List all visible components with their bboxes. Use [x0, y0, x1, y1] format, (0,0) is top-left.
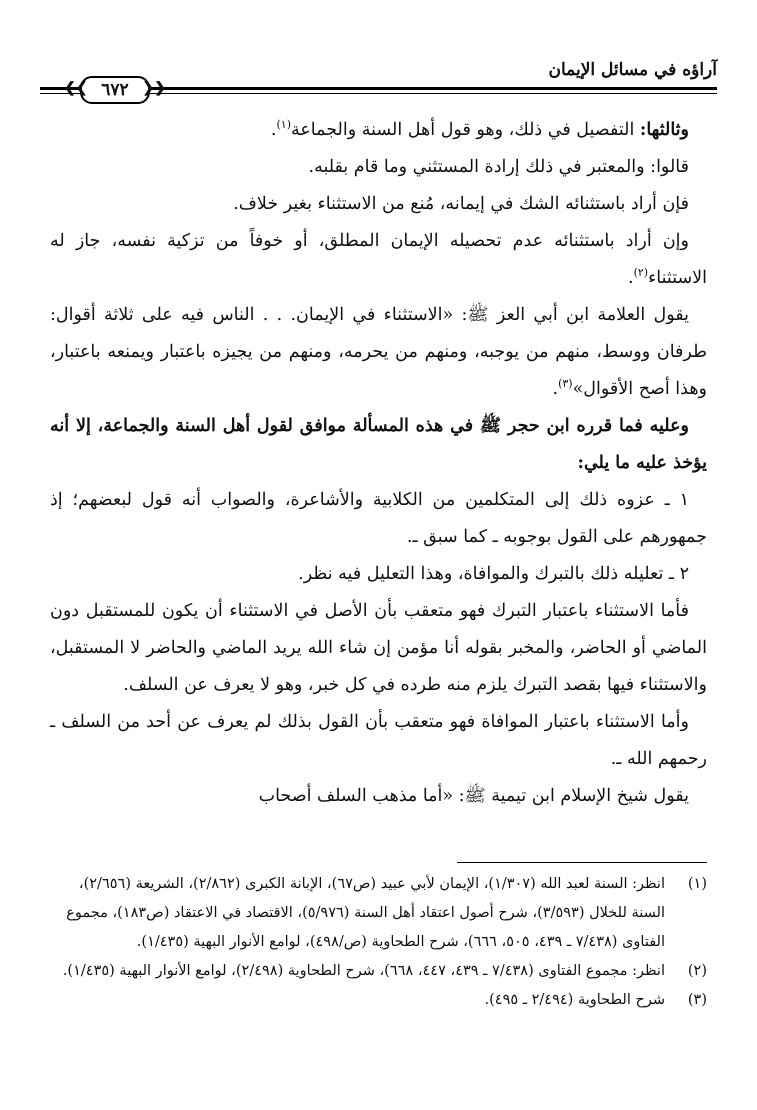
paragraph-5 [50, 297, 707, 408]
paragraph-10: وأما الاستثناء باعتبار الموافاة فهو متعقب بأن القول بذلك لم يعرف عن أحد من السلف ـ رحمهم الله ـ. [50, 712, 707, 769]
footnote-ref-3: (٣) [558, 377, 573, 391]
footnote-ref-1: (١) [276, 118, 291, 132]
footnote-2 [50, 957, 707, 986]
footnote-number: (٢) [687, 963, 707, 979]
third-view-label: وثالثها: [639, 120, 689, 140]
paragraph-11: يقول شيخ الإسلام ابن تيمية ﷺ: «أما مذهب السلف أصحاب [258, 786, 689, 806]
paragraph-1-end: . [270, 120, 277, 140]
page-number: ٦٧٢ [101, 80, 129, 100]
paragraph-2: قالوا: والمعتبر في ذلك إرادة المستثني وما قام بقلبه. [308, 157, 689, 177]
footnote-text: انظر: مجموع الفتاوى (٧/٤٣٨ ـ ٤٣٩، ٤٤٧، ٦٦٨)، شرح الطحاوية (٢/٤٩٨)، لوامع الأنوار البهية (١/٤٣٥). [62, 963, 665, 979]
paragraph-7: ١ ـ عزوه ذلك إلى المتكلمين من الكلابية والأشاعرة، والصواب أنه قول لبعضهم؛ إذ جمهورهم على القول بوجوبه ـ كما سبق ـ. [50, 490, 707, 547]
footnote-text: شرح الطحاوية (٢/٤٩٤ ـ ٤٩٥). [484, 992, 665, 1008]
main-text [50, 112, 707, 815]
footnote-number: (٣) [687, 992, 707, 1008]
paragraph-1-text: التفصيل في ذلك، وهو قول أهل السنة والجماعة [290, 120, 640, 140]
footnote-separator [457, 862, 707, 863]
footnote-1 [50, 870, 707, 957]
footnote-ref-2: (٢) [633, 266, 649, 280]
paragraph-3: فإن أراد باستثنائه الشك في إيمانه، مُنع من الاستثناء بغير خلاف. [233, 194, 689, 214]
ornament-left-icon: ❯❯ [64, 80, 88, 96]
ornament-right-icon: ❮❮ [142, 80, 166, 96]
paragraph-1 [50, 112, 707, 149]
running-header-title: آراؤه في مسائل الإيمان [548, 60, 717, 80]
paragraph-5-text: يقول العلامة ابن أبي العز ﷺ: «الاستثناء في الإيمان. . . الناس فيه على ثلاثة أقوال: طرفان ووسط، منهم من يوجبه، ومنهم من يحرمه، ومنهم من يجيزه باعتبار ويمنعه باعتبار، وهذا أصح الأقوال» [50, 305, 707, 399]
paragraph-4-text: وإن أراد باستثنائه عدم تحصيله الإيمان المطلق، أو خوفاً من تزكية نفسه، جاز له الاستثناء [50, 231, 707, 288]
footnote-number: (١) [687, 876, 707, 892]
page-number-badge [64, 76, 166, 104]
paragraph-5-end: . [552, 379, 559, 399]
paragraph-8: ٢ ـ تعليله ذلك بالتبرك والموافاة، وهذا التعليل فيه نظر. [298, 564, 689, 584]
footnote-text: انظر: السنة لعبد الله (١/٣٠٧)، الإيمان لأبي عبيد (ص٦٧)، الإبانة الكبرى (٢/٨٦٢)، الشريعة (٢/٦٥٦)، السنة للخلال (٣/٥٩٣)، شرح أصول اعتقاد أهل السنة (٥/٩٧٦)، الاقتصاد في الاعتقاد (ص١٨٣)، مجموع الفتاوى (٧/٤٣٨ ـ ٤٣٩، ٥٠٥، ٦٦٦)، شرح الطحاوية (ص/٤٩٨)، لوامع الأنوار البهية (١/٤٣٥). [66, 876, 665, 950]
footnote-3 [50, 986, 707, 1015]
paragraph-4-end: . [627, 268, 634, 288]
paragraph-6: وعليه فما قرره ابن حجر ﷺ في هذه المسألة موافق لقول أهل السنة والجماعة، إلا أنه يؤخذ عليه ما يلي: [50, 416, 707, 473]
paragraph-9: فأما الاستثناء باعتبار التبرك فهو متعقب بأن الأصل في الاستثناء أن يكون للمستقبل دون الماضي أو الحاضر، والمخبر بقوله أنا مؤمن إن شاء الله يريد الماضي والحاضر لا المستقبل، والاستثناء فيها بقصد التبرك يلزم منه طرده في كل خبر، وهو لا يعرف عن السلف. [50, 601, 707, 695]
paragraph-4 [50, 223, 707, 297]
footnotes [50, 870, 707, 1015]
